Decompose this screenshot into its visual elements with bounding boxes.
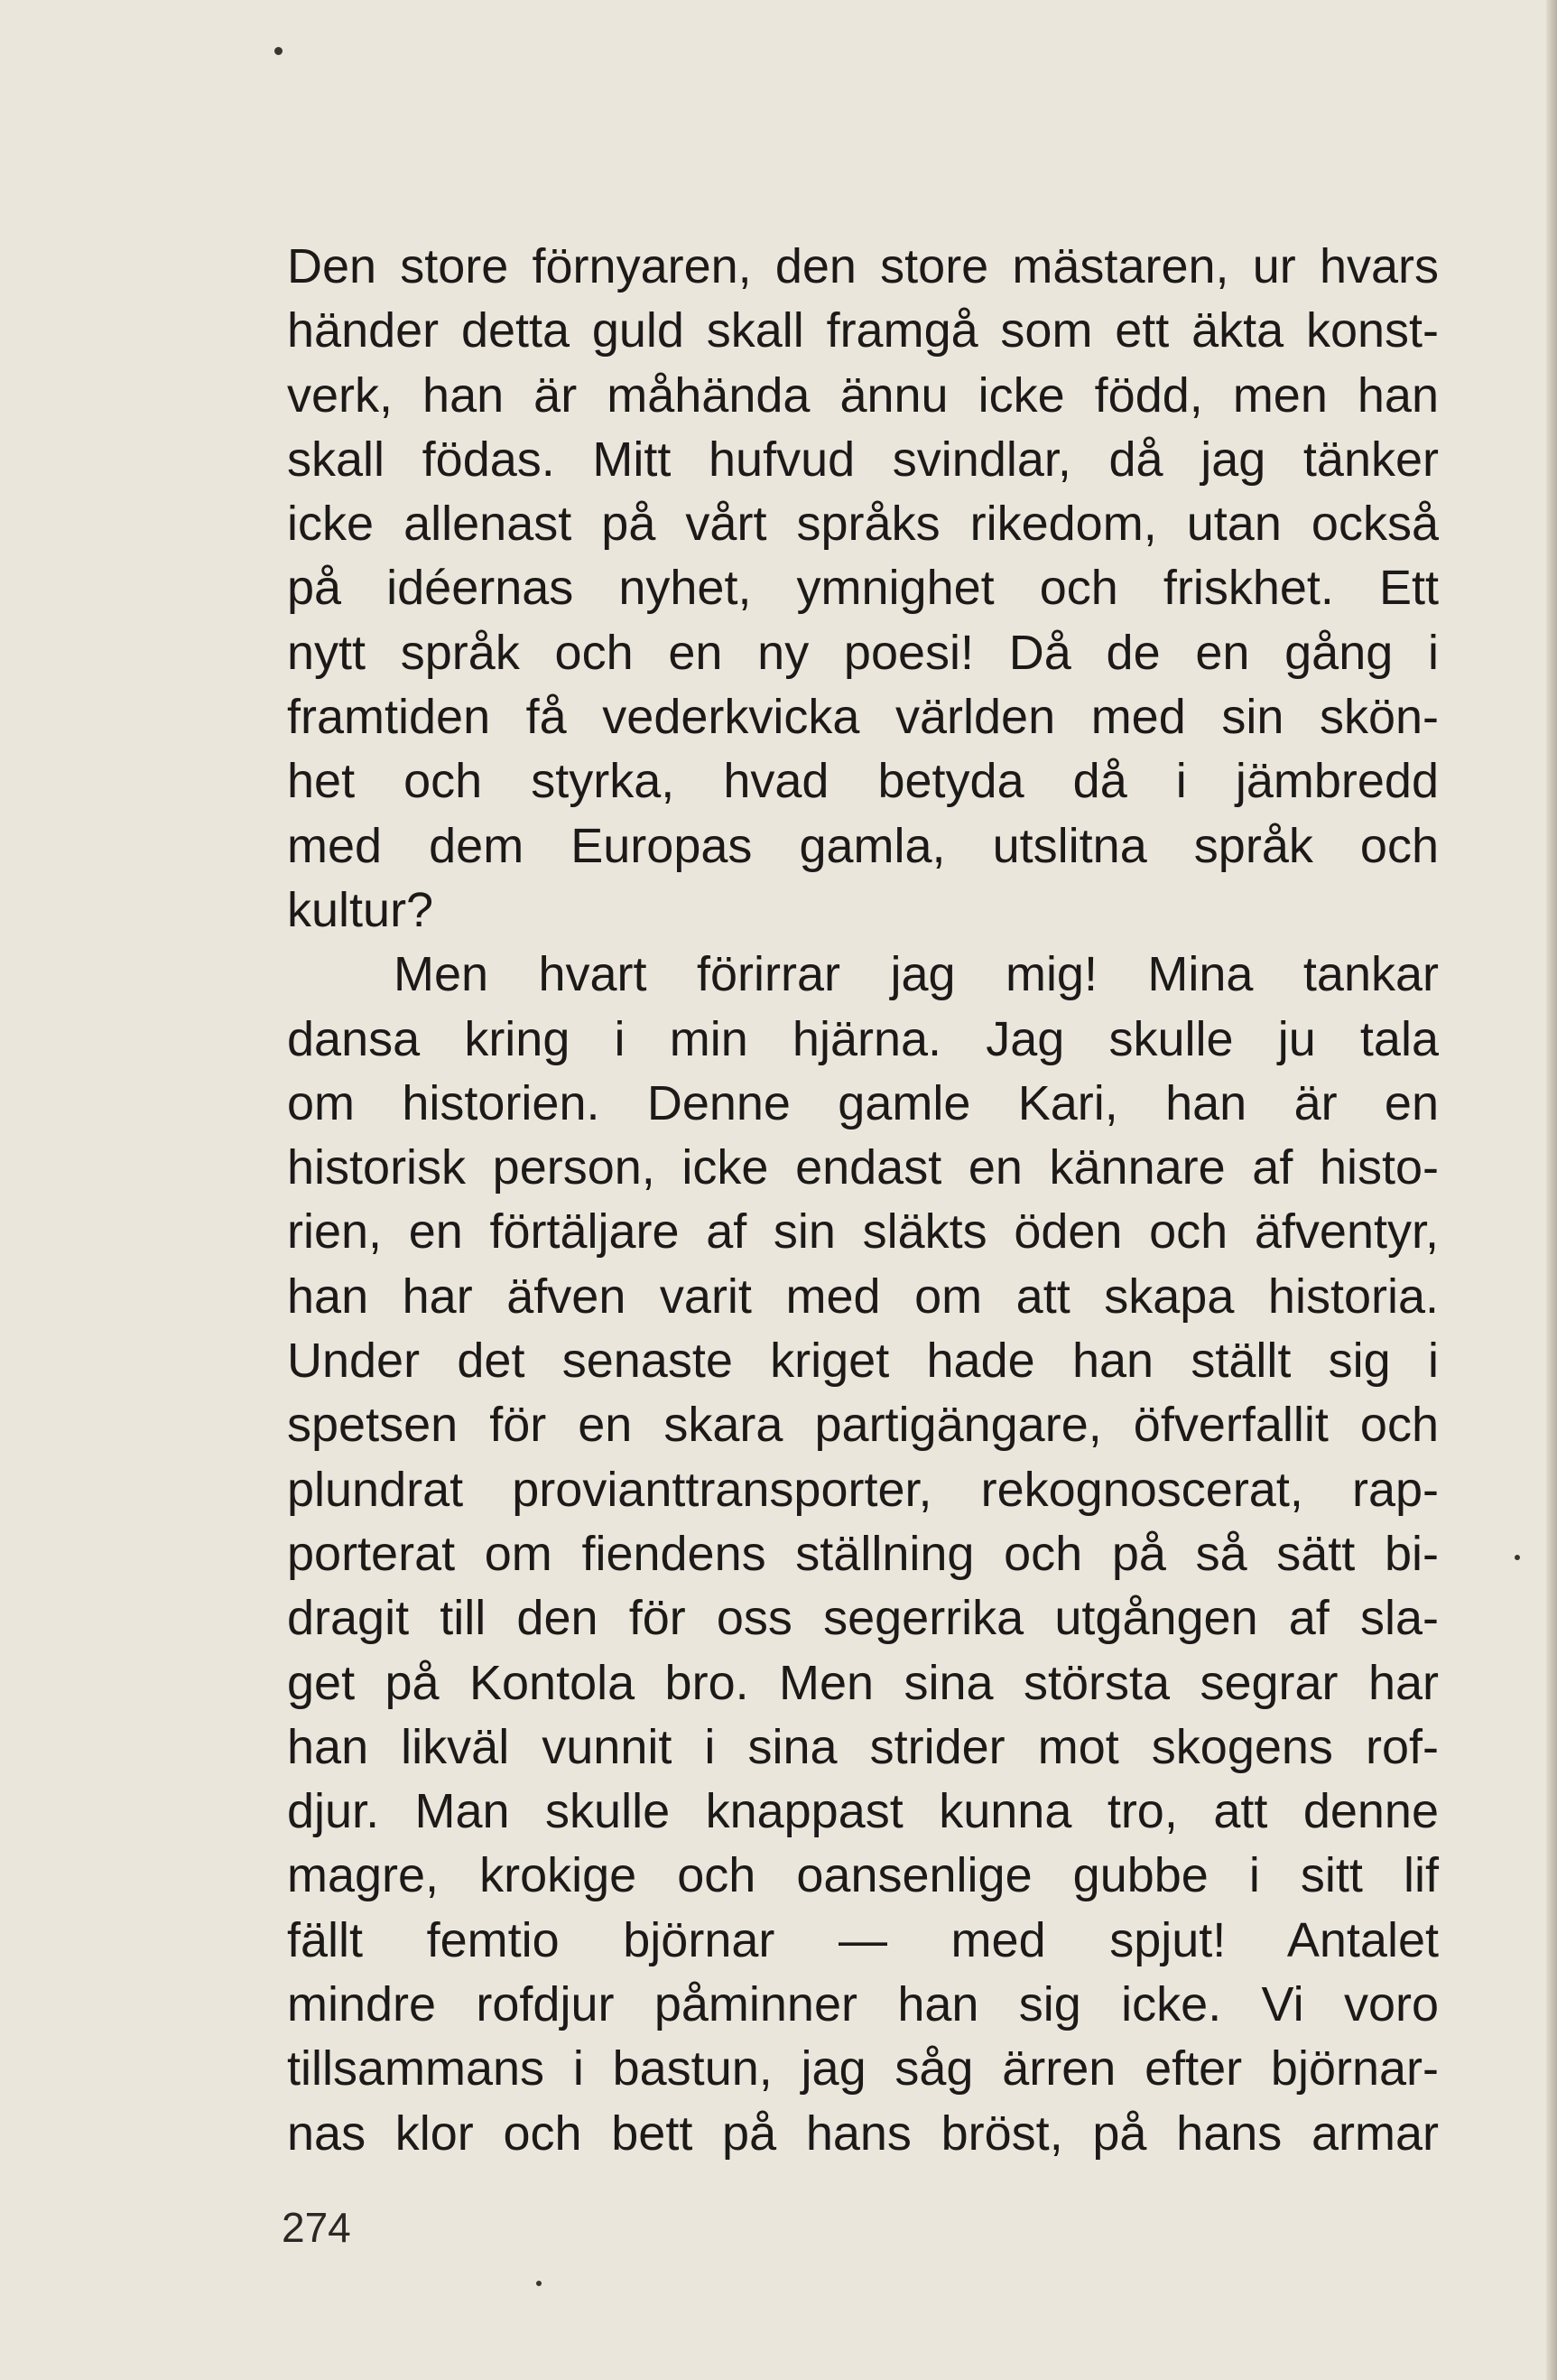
text-line: rien, en förtäljare af sin släkts öden och äfventyr, — [287, 1204, 1439, 1260]
text-line: icke allenast på vårt språks rikedom, utan också — [287, 497, 1439, 552]
page-number: 274 — [282, 2204, 351, 2251]
text-line: nas klor och bett på hans bröst, på hans armar — [287, 2106, 1439, 2161]
page-edge-shadow — [1546, 0, 1557, 2380]
text-line: djur. Man skulle knappast kunna tro, att denne — [287, 1784, 1439, 1839]
text-line: tillsammans i bastun, jag såg ärren efter björnar- — [287, 2041, 1439, 2096]
text-line: Men hvart förirrar jag mig! Mina tankar — [394, 947, 1439, 1002]
text-line: Den store förnyaren, den store mästaren, ur hvars — [287, 239, 1439, 293]
text-line: dansa kring i min hjärna. Jag skulle ju tala — [287, 1011, 1439, 1066]
text-line: magre, krokige och oansenlige gubbe i sitt lif — [287, 1848, 1439, 1903]
text-line: verk, han är måhända ännu icke född, men han — [287, 367, 1439, 423]
text-line: dragit till den för oss segerrika utgången af sla- — [287, 1591, 1439, 1646]
ink-speck — [274, 47, 283, 55]
text-line: händer detta guld skall framgå som ett äkta konst- — [287, 303, 1439, 358]
text-line: historisk person, icke endast en kännare af histo- — [287, 1140, 1439, 1195]
ink-speck — [536, 2281, 542, 2286]
ink-speck — [1515, 1555, 1520, 1560]
text-line: plundrat provianttransporter, rekognoscerat, rap- — [287, 1462, 1439, 1517]
body-text — [287, 235, 1439, 2166]
text-line: framtiden få vederkvicka världen med sin skön- — [287, 690, 1439, 745]
text-line: fällt femtio björnar — med spjut! Antalet — [287, 1912, 1439, 1967]
text-line: han har äfven varit med om att skapa historia. — [287, 1269, 1439, 1324]
text-line: Under det senaste kriget hade han ställt sig i — [287, 1334, 1439, 1389]
text-line: på idéernas nyhet, ymnighet och friskhet. Ett — [287, 561, 1439, 616]
text-line: nytt språk och en ny poesi! Då de en gång i — [287, 625, 1439, 680]
text-line: mindre rofdjur påminner han sig icke. Vi voro — [287, 1977, 1439, 2032]
text-line: spetsen för en skara partigängare, öfverfallit och — [287, 1398, 1439, 1453]
text-line: om historien. Denne gamle Kari, han är en — [287, 1075, 1439, 1130]
text-line: kultur? — [287, 882, 434, 937]
text-line: het och styrka, hvad betyda då i jämbredd — [287, 754, 1439, 809]
text-line: skall födas. Mitt hufvud svindlar, då jag tänker — [287, 432, 1439, 487]
text-line: med dem Europas gamla, utslitna språk och — [287, 818, 1439, 873]
text-line: han likväl vunnit i sina strider mot skogens rof- — [287, 1719, 1439, 1774]
text-line: porterat om fiendens ställning och på så sätt bi- — [287, 1526, 1439, 1581]
text-line: get på Kontola bro. Men sina största segrar har — [287, 1655, 1439, 1710]
